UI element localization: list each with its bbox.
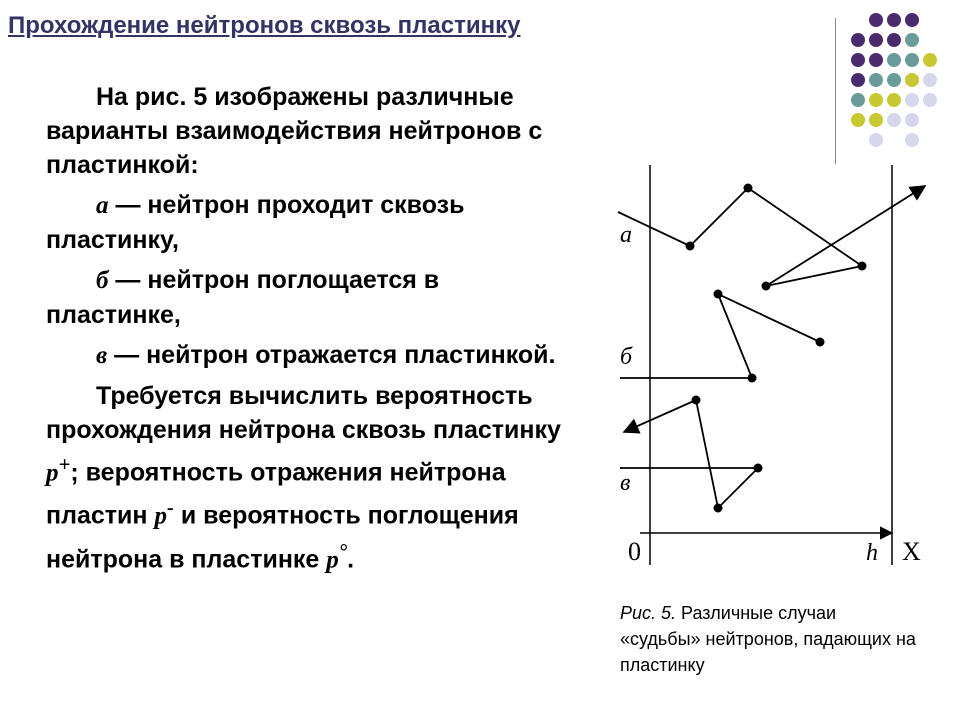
case-b-letter: б [96,267,109,294]
decorative-divider [835,18,836,164]
figure-caption [620,600,920,678]
slide-title: Прохождение нейтронов сквозь пластинку [8,12,521,39]
neutron-paths-figure [610,160,940,580]
label-b: б [620,344,633,370]
label-h: h [866,540,878,566]
case-a-paragraph: а — нейтрон проходит сквозь пластинку, [46,191,465,254]
caption-label: Рис. 5. [620,603,677,623]
label-origin: 0 [628,537,641,566]
case-a-letter: а [96,192,109,219]
body-text [46,80,566,583]
case-v-letter: в [96,342,108,369]
label-a: а [620,222,632,248]
case-v-paragraph: в — нейтрон отражается пластинкой. [96,341,556,369]
intro-paragraph: На рис. 5 изображены различные варианты взаимодействия нейтронов с пластинкой: [46,83,543,179]
path-a [618,186,925,286]
requirement-paragraph: Требуется вычислить вероятность прохождения нейтрона сквозь пластинку p+; вероятность отражения нейтрона пластин p- и вероятность поглощения нейтрона в пластинке p°. [46,382,561,573]
label-v: в [620,470,631,496]
caption-text: Различные случаи «судьбы» нейтронов, падающих на пластинку [620,603,916,675]
collision-points [686,184,867,513]
case-b-paragraph: б — нейтрон поглощается в пластинке, [46,266,440,329]
label-x: X [902,537,921,566]
decorative-dot-grid [842,6,952,166]
path-v [620,400,758,508]
